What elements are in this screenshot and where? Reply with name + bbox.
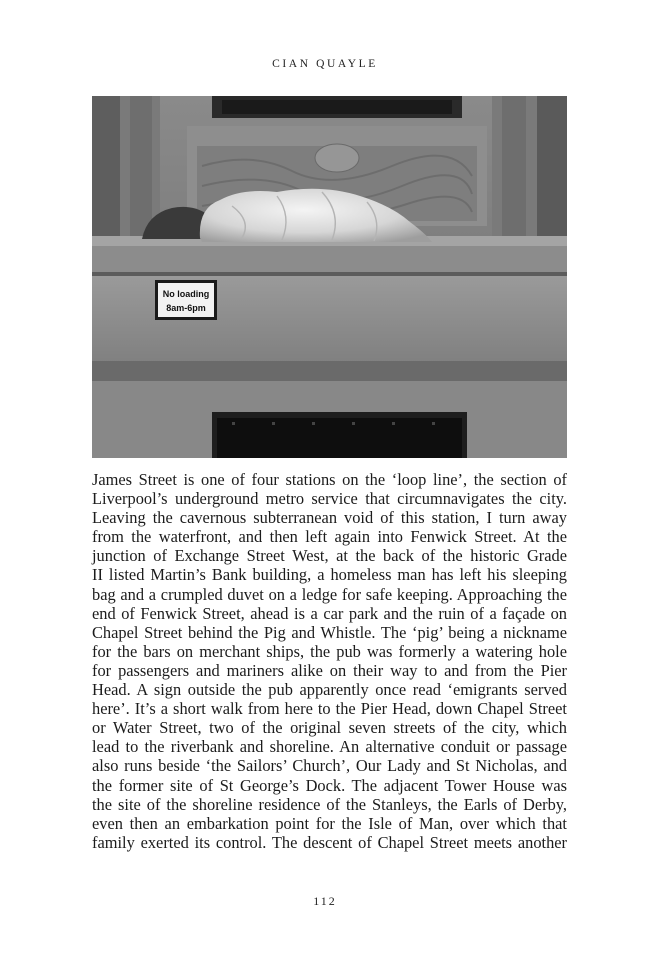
- sign-line-1: No loading: [162, 289, 210, 299]
- body-line: Chapel Street behind the Pig and Whistle. The ‘pig’ being a nickname: [92, 622, 567, 642]
- body-line: bag and a crumpled duvet on a ledge for safe keeping. Approaching the: [92, 584, 567, 604]
- body-line: from the waterfront, and then left again into Fenwick Street. At the: [92, 527, 567, 547]
- sign-line-2: 8am-6pm: [166, 303, 206, 313]
- running-head: CIAN QUAYLE: [272, 58, 378, 70]
- body-line: the site of the shoreline residence of the Stanleys, the Earls of Derby,: [92, 794, 567, 814]
- body-line: lead to the riverbank and shoreline. An alternative conduit or passage: [92, 737, 567, 757]
- body-line: end of Fenwick Street, ahead is a car park and the ruin of a façade on: [92, 603, 567, 623]
- body-line: junction of Exchange Street West, at the back of the historic Grade: [92, 546, 567, 566]
- body-line: II listed Martin’s Bank building, a homeless man has left his sleeping: [92, 565, 567, 585]
- body-line: even then an embarkation point for the Isle of Man, over which that: [92, 813, 567, 833]
- body-text: [92, 470, 567, 852]
- page-number: 112: [313, 894, 337, 908]
- body-line: for the bars on merchant ships, the pub was formerly a watering hole: [92, 641, 567, 661]
- body-line: for passengers and mariners alike on their way to and from the Pier: [92, 660, 567, 680]
- photograph-sleeping-bag-on-ledge: [92, 96, 567, 458]
- body-line: James Street is one of four stations on the ‘loop line’, the section of: [92, 470, 567, 489]
- body-line: Liverpool’s underground metro service that circumnavigates the city.: [92, 489, 567, 509]
- body-line: or Water Street, two of the original seven streets of the city, which: [92, 718, 567, 738]
- body-line: family exerted its control. The descent of Chapel Street meets another: [92, 832, 567, 852]
- body-line: here’. It’s a short walk from here to the Pier Head, down Chapel Street: [92, 699, 567, 719]
- body-line: also runs beside ‘the Sailors’ Church’, Our Lady and St Nicholas, and: [92, 756, 567, 776]
- body-line: the former site of St George’s Dock. The adjacent Tower House was: [92, 775, 567, 795]
- body-line: Leaving the cavernous subterranean void of this station, I turn away: [92, 508, 567, 528]
- body-line: Head. A sign outside the pub apparently once read ‘emigrants served: [92, 680, 567, 700]
